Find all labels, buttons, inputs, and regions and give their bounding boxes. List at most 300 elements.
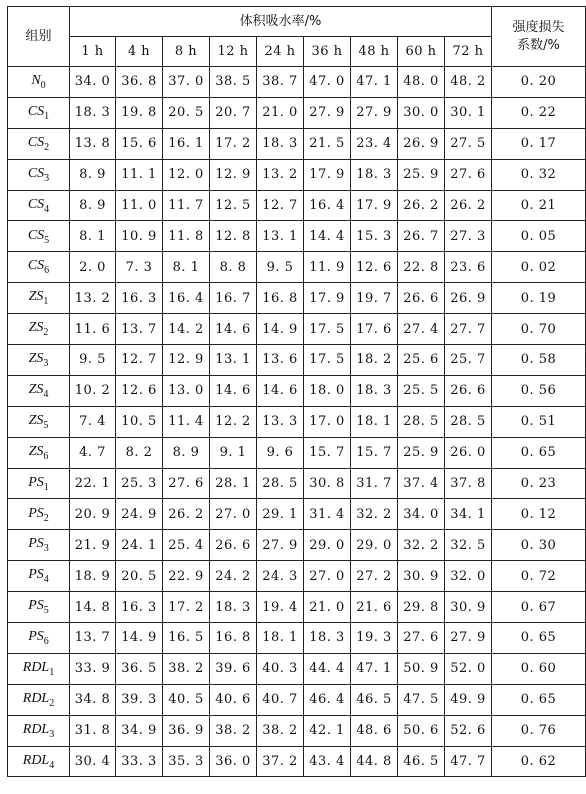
group-subscript: 6 <box>44 265 50 277</box>
group-cell <box>8 159 70 190</box>
absorption-value-cell: 10. 2 <box>70 375 116 406</box>
absorption-value-cell: 14. 4 <box>304 221 351 252</box>
time-header-cell: 4 h <box>116 37 163 67</box>
absorption-value-cell: 13. 1 <box>257 221 304 252</box>
loss-value-cell: 0. 21 <box>492 190 586 221</box>
group-subscript: 2 <box>43 512 49 524</box>
absorption-value-cell: 13. 7 <box>70 623 116 654</box>
absorption-value-cell: 10. 9 <box>116 221 163 252</box>
absorption-value-cell: 21. 0 <box>257 97 304 128</box>
absorption-value-cell: 12. 2 <box>210 406 257 437</box>
absorption-value-cell: 21. 6 <box>351 592 398 623</box>
table-row <box>8 437 586 468</box>
absorption-value-cell: 22. 9 <box>163 561 210 592</box>
absorption-value-cell: 18. 3 <box>70 97 116 128</box>
group-subscript: 1 <box>43 296 49 308</box>
loss-value-cell: 0. 12 <box>492 499 586 530</box>
absorption-value-cell: 12. 7 <box>116 345 163 376</box>
loss-value-cell: 0. 65 <box>492 684 586 715</box>
group-name: CS <box>27 165 45 181</box>
absorption-value-cell: 38. 2 <box>163 653 210 684</box>
absorption-value-cell: 25. 9 <box>398 437 445 468</box>
table-row <box>8 653 586 684</box>
group-name: N <box>31 73 41 89</box>
absorption-value-cell: 18. 3 <box>304 623 351 654</box>
absorption-value-cell: 19. 3 <box>351 623 398 654</box>
absorption-value-cell: 23. 4 <box>351 128 398 159</box>
loss-value-cell: 0. 17 <box>492 128 586 159</box>
absorption-value-cell: 32. 0 <box>445 561 492 592</box>
absorption-value-cell: 28. 5 <box>398 406 445 437</box>
absorption-value-cell: 23. 6 <box>445 252 492 283</box>
absorption-value-cell: 17. 2 <box>210 128 257 159</box>
loss-value-cell: 0. 51 <box>492 406 586 437</box>
group-cell <box>8 623 70 654</box>
absorption-value-cell: 27. 6 <box>163 468 210 499</box>
loss-value-cell: 0. 23 <box>492 468 586 499</box>
group-cell <box>8 190 70 221</box>
absorption-value-cell: 37. 0 <box>163 67 210 98</box>
group-name: PS <box>28 598 44 614</box>
absorption-value-cell: 13. 6 <box>257 345 304 376</box>
group-name: CS <box>27 103 45 119</box>
loss-value-cell: 0. 76 <box>492 715 586 746</box>
absorption-value-cell: 16. 5 <box>163 623 210 654</box>
group-subscript: 6 <box>43 450 49 462</box>
absorption-value-cell: 15. 3 <box>351 221 398 252</box>
absorption-value-cell: 34. 9 <box>116 715 163 746</box>
absorption-value-cell: 32. 2 <box>398 530 445 561</box>
absorption-value-cell: 29. 0 <box>351 530 398 561</box>
time-header-cell: 8 h <box>163 37 210 67</box>
absorption-value-cell: 27. 6 <box>445 159 492 190</box>
absorption-value-cell: 13. 3 <box>257 406 304 437</box>
absorption-value-cell: 9. 6 <box>257 437 304 468</box>
time-header-cell: 12 h <box>210 37 257 67</box>
table-row <box>8 623 586 654</box>
absorption-value-cell: 14. 8 <box>70 592 116 623</box>
group-subscript: 3 <box>43 357 49 369</box>
group-subscript: 5 <box>43 419 49 431</box>
group-header: 组别 <box>8 7 70 67</box>
group-name: PS <box>28 474 44 490</box>
absorption-value-cell: 12. 9 <box>210 159 257 190</box>
group-subscript: 5 <box>44 234 50 246</box>
absorption-value-cell: 18. 1 <box>351 406 398 437</box>
absorption-value-cell: 26. 2 <box>163 499 210 530</box>
absorption-header: 体积吸水率/% <box>70 7 492 37</box>
absorption-value-cell: 43. 4 <box>304 746 351 777</box>
water-absorption-table <box>7 6 586 777</box>
absorption-value-cell: 21. 0 <box>304 592 351 623</box>
group-cell <box>8 530 70 561</box>
loss-value-cell: 0. 65 <box>492 437 586 468</box>
absorption-value-cell: 11. 8 <box>163 221 210 252</box>
absorption-value-cell: 15. 6 <box>116 128 163 159</box>
absorption-value-cell: 11. 0 <box>116 190 163 221</box>
absorption-value-cell: 17. 0 <box>304 406 351 437</box>
absorption-value-cell: 52. 0 <box>445 653 492 684</box>
group-cell <box>8 67 70 98</box>
group-cell <box>8 437 70 468</box>
loss-value-cell: 0. 02 <box>492 252 586 283</box>
absorption-value-cell: 24. 9 <box>116 499 163 530</box>
absorption-value-cell: 44. 4 <box>304 653 351 684</box>
absorption-value-cell: 18. 2 <box>351 345 398 376</box>
absorption-value-cell: 27. 5 <box>445 128 492 159</box>
absorption-value-cell: 16. 4 <box>163 283 210 314</box>
absorption-value-cell: 27. 9 <box>445 623 492 654</box>
absorption-value-cell: 46. 4 <box>304 684 351 715</box>
group-subscript: 2 <box>44 141 50 153</box>
group-subscript: 1 <box>49 666 55 678</box>
time-header-cell: 1 h <box>70 37 116 67</box>
absorption-value-cell: 36. 0 <box>210 746 257 777</box>
absorption-value-cell: 25. 9 <box>398 159 445 190</box>
absorption-value-cell: 29. 1 <box>257 499 304 530</box>
absorption-value-cell: 30. 9 <box>398 561 445 592</box>
absorption-value-cell: 31. 7 <box>351 468 398 499</box>
absorption-value-cell: 21. 9 <box>70 530 116 561</box>
absorption-value-cell: 8. 1 <box>163 252 210 283</box>
loss-value-cell: 0. 67 <box>492 592 586 623</box>
absorption-value-cell: 16. 3 <box>116 592 163 623</box>
absorption-value-cell: 27. 2 <box>351 561 398 592</box>
absorption-value-cell: 8. 9 <box>70 159 116 190</box>
group-subscript: 1 <box>43 481 49 493</box>
time-header-cell: 60 h <box>398 37 445 67</box>
absorption-value-cell: 20. 5 <box>116 561 163 592</box>
absorption-value-cell: 13. 2 <box>70 283 116 314</box>
group-cell <box>8 406 70 437</box>
group-cell <box>8 314 70 345</box>
group-cell <box>8 499 70 530</box>
absorption-value-cell: 32. 2 <box>351 499 398 530</box>
group-subscript: 4 <box>49 759 55 771</box>
absorption-value-cell: 8. 8 <box>210 252 257 283</box>
absorption-value-cell: 14. 6 <box>210 375 257 406</box>
absorption-value-cell: 7. 4 <box>70 406 116 437</box>
absorption-value-cell: 17. 9 <box>351 190 398 221</box>
absorption-value-cell: 37. 2 <box>257 746 304 777</box>
absorption-value-cell: 4. 7 <box>70 437 116 468</box>
absorption-value-cell: 27. 6 <box>398 623 445 654</box>
table-row <box>8 67 586 98</box>
absorption-value-cell: 16. 8 <box>210 623 257 654</box>
group-name: ZS <box>28 320 44 336</box>
absorption-value-cell: 33. 3 <box>116 746 163 777</box>
absorption-value-cell: 19. 8 <box>116 97 163 128</box>
absorption-value-cell: 8. 2 <box>116 437 163 468</box>
absorption-value-cell: 32. 5 <box>445 530 492 561</box>
absorption-value-cell: 26. 6 <box>210 530 257 561</box>
absorption-value-cell: 14. 9 <box>257 314 304 345</box>
absorption-value-cell: 22. 8 <box>398 252 445 283</box>
absorption-value-cell: 13. 0 <box>163 375 210 406</box>
absorption-value-cell: 26. 6 <box>398 283 445 314</box>
absorption-value-cell: 48. 2 <box>445 67 492 98</box>
loss-value-cell: 0. 58 <box>492 345 586 376</box>
absorption-value-cell: 7. 3 <box>116 252 163 283</box>
loss-value-cell: 0. 60 <box>492 653 586 684</box>
absorption-value-cell: 46. 5 <box>351 684 398 715</box>
absorption-value-cell: 15. 7 <box>304 437 351 468</box>
group-name: CS <box>27 134 45 150</box>
absorption-value-cell: 50. 9 <box>398 653 445 684</box>
absorption-value-cell: 12. 5 <box>210 190 257 221</box>
absorption-value-cell: 14. 2 <box>163 314 210 345</box>
table-row <box>8 283 586 314</box>
absorption-value-cell: 20. 7 <box>210 97 257 128</box>
group-subscript: 2 <box>43 326 49 338</box>
absorption-value-cell: 27. 4 <box>398 314 445 345</box>
absorption-value-cell: 17. 5 <box>304 345 351 376</box>
absorption-value-cell: 16. 4 <box>304 190 351 221</box>
absorption-value-cell: 38. 2 <box>210 715 257 746</box>
absorption-value-cell: 40. 5 <box>163 684 210 715</box>
absorption-value-cell: 30. 0 <box>398 97 445 128</box>
table-row <box>8 406 586 437</box>
absorption-value-cell: 13. 8 <box>70 128 116 159</box>
group-subscript: 0 <box>40 79 46 91</box>
absorption-value-cell: 24. 2 <box>210 561 257 592</box>
absorption-value-cell: 26. 9 <box>398 128 445 159</box>
absorption-value-cell: 13. 1 <box>210 345 257 376</box>
absorption-value-cell: 18. 1 <box>257 623 304 654</box>
group-name: ZS <box>28 381 44 397</box>
table-row <box>8 684 586 715</box>
absorption-value-cell: 12. 8 <box>210 221 257 252</box>
absorption-value-cell: 36. 8 <box>116 67 163 98</box>
absorption-value-cell: 14. 6 <box>210 314 257 345</box>
group-name: PS <box>28 505 44 521</box>
absorption-value-cell: 30. 8 <box>304 468 351 499</box>
absorption-value-cell: 12. 9 <box>163 345 210 376</box>
absorption-value-cell: 27. 9 <box>351 97 398 128</box>
loss-value-cell: 0. 32 <box>492 159 586 190</box>
absorption-value-cell: 18. 3 <box>351 375 398 406</box>
group-cell <box>8 715 70 746</box>
absorption-value-cell: 49. 9 <box>445 684 492 715</box>
absorption-value-cell: 12. 6 <box>116 375 163 406</box>
group-cell <box>8 221 70 252</box>
absorption-value-cell: 30. 1 <box>445 97 492 128</box>
absorption-value-cell: 11. 1 <box>116 159 163 190</box>
absorption-value-cell: 12. 6 <box>351 252 398 283</box>
absorption-value-cell: 34. 1 <box>445 499 492 530</box>
group-name: CS <box>27 258 45 274</box>
group-cell <box>8 283 70 314</box>
time-header-cell: 24 h <box>257 37 304 67</box>
absorption-value-cell: 11. 9 <box>304 252 351 283</box>
group-subscript: 4 <box>43 574 49 586</box>
group-name: PS <box>28 567 44 583</box>
group-name: CS <box>27 227 45 243</box>
absorption-value-cell: 36. 5 <box>116 653 163 684</box>
group-name: PS <box>28 536 44 552</box>
absorption-value-cell: 11. 6 <box>70 314 116 345</box>
absorption-value-cell: 38. 5 <box>210 67 257 98</box>
table-row <box>8 468 586 499</box>
group-name: PS <box>28 629 44 645</box>
table-body <box>8 67 586 777</box>
absorption-value-cell: 34. 0 <box>398 499 445 530</box>
absorption-value-cell: 17. 2 <box>163 592 210 623</box>
absorption-value-cell: 14. 9 <box>116 623 163 654</box>
loss-header-line2: 系数/% <box>517 37 560 53</box>
table-row <box>8 221 586 252</box>
loss-value-cell: 0. 20 <box>492 67 586 98</box>
table-row <box>8 746 586 777</box>
absorption-value-cell: 16. 3 <box>116 283 163 314</box>
table-row <box>8 128 586 159</box>
table-row <box>8 159 586 190</box>
absorption-value-cell: 24. 1 <box>116 530 163 561</box>
group-name: ZS <box>28 351 44 367</box>
loss-header-line1: 强度损失 <box>512 19 565 35</box>
group-subscript: 3 <box>43 543 49 555</box>
absorption-value-cell: 47. 1 <box>351 653 398 684</box>
group-name: CS <box>27 196 45 212</box>
absorption-value-cell: 25. 5 <box>398 375 445 406</box>
absorption-value-cell: 15. 7 <box>351 437 398 468</box>
group-cell <box>8 252 70 283</box>
loss-value-cell: 0. 70 <box>492 314 586 345</box>
time-header-cell: 36 h <box>304 37 351 67</box>
absorption-value-cell: 8. 9 <box>70 190 116 221</box>
absorption-value-cell: 39. 3 <box>116 684 163 715</box>
absorption-value-cell: 31. 4 <box>304 499 351 530</box>
absorption-value-cell: 29. 0 <box>304 530 351 561</box>
absorption-value-cell: 28. 5 <box>257 468 304 499</box>
absorption-value-cell: 18. 9 <box>70 561 116 592</box>
absorption-value-cell: 40. 7 <box>257 684 304 715</box>
group-cell <box>8 561 70 592</box>
table-row <box>8 499 586 530</box>
absorption-value-cell: 40. 6 <box>210 684 257 715</box>
table-row <box>8 530 586 561</box>
absorption-value-cell: 27. 9 <box>304 97 351 128</box>
group-name: ZS <box>28 289 44 305</box>
absorption-value-cell: 2. 0 <box>70 252 116 283</box>
group-subscript: 2 <box>49 697 55 709</box>
absorption-value-cell: 39. 6 <box>210 653 257 684</box>
absorption-value-cell: 42. 1 <box>304 715 351 746</box>
absorption-value-cell: 18. 3 <box>351 159 398 190</box>
absorption-value-cell: 37. 8 <box>445 468 492 499</box>
loss-value-cell: 0. 05 <box>492 221 586 252</box>
absorption-value-cell: 35. 3 <box>163 746 210 777</box>
absorption-value-cell: 9. 1 <box>210 437 257 468</box>
group-cell <box>8 345 70 376</box>
group-subscript: 4 <box>44 203 50 215</box>
absorption-value-cell: 24. 3 <box>257 561 304 592</box>
absorption-value-cell: 31. 8 <box>70 715 116 746</box>
absorption-value-cell: 28. 5 <box>445 406 492 437</box>
loss-value-cell: 0. 62 <box>492 746 586 777</box>
absorption-value-cell: 37. 4 <box>398 468 445 499</box>
absorption-value-cell: 25. 7 <box>445 345 492 376</box>
group-name: RDL <box>22 659 50 675</box>
absorption-value-cell: 10. 5 <box>116 406 163 437</box>
loss-header <box>492 7 586 67</box>
absorption-value-cell: 44. 8 <box>351 746 398 777</box>
group-cell <box>8 128 70 159</box>
time-header-cell: 72 h <box>445 37 492 67</box>
group-name: RDL <box>22 752 50 768</box>
absorption-value-cell: 16. 7 <box>210 283 257 314</box>
loss-value-cell: 0. 30 <box>492 530 586 561</box>
absorption-value-cell: 27. 3 <box>445 221 492 252</box>
absorption-value-cell: 27. 7 <box>445 314 492 345</box>
loss-value-cell: 0. 22 <box>492 97 586 128</box>
absorption-value-cell: 25. 6 <box>398 345 445 376</box>
absorption-value-cell: 19. 4 <box>257 592 304 623</box>
absorption-value-cell: 11. 7 <box>163 190 210 221</box>
absorption-value-cell: 34. 0 <box>70 67 116 98</box>
absorption-value-cell: 12. 0 <box>163 159 210 190</box>
absorption-value-cell: 48. 6 <box>351 715 398 746</box>
group-name: RDL <box>22 690 50 706</box>
absorption-value-cell: 9. 5 <box>70 345 116 376</box>
absorption-value-cell: 12. 7 <box>257 190 304 221</box>
time-header-cell: 48 h <box>351 37 398 67</box>
absorption-value-cell: 18. 3 <box>210 592 257 623</box>
absorption-value-cell: 8. 1 <box>70 221 116 252</box>
group-name: ZS <box>28 443 44 459</box>
absorption-value-cell: 26. 6 <box>445 375 492 406</box>
absorption-value-cell: 27. 0 <box>210 499 257 530</box>
absorption-value-cell: 14. 6 <box>257 375 304 406</box>
absorption-value-cell: 38. 2 <box>257 715 304 746</box>
group-cell <box>8 468 70 499</box>
absorption-value-cell: 48. 0 <box>398 67 445 98</box>
absorption-value-cell: 18. 0 <box>304 375 351 406</box>
absorption-value-cell: 27. 0 <box>304 561 351 592</box>
absorption-value-cell: 26. 2 <box>398 190 445 221</box>
absorption-value-cell: 47. 7 <box>445 746 492 777</box>
absorption-value-cell: 17. 9 <box>304 283 351 314</box>
absorption-value-cell: 13. 2 <box>257 159 304 190</box>
absorption-value-cell: 30. 4 <box>70 746 116 777</box>
group-cell <box>8 746 70 777</box>
table-row <box>8 375 586 406</box>
group-cell <box>8 653 70 684</box>
absorption-value-cell: 8. 9 <box>163 437 210 468</box>
absorption-value-cell: 11. 4 <box>163 406 210 437</box>
group-cell <box>8 97 70 128</box>
absorption-value-cell: 50. 6 <box>398 715 445 746</box>
group-name: RDL <box>22 721 50 737</box>
group-subscript: 5 <box>43 604 49 616</box>
group-subscript: 3 <box>49 728 55 740</box>
absorption-value-cell: 22. 1 <box>70 468 116 499</box>
loss-value-cell: 0. 72 <box>492 561 586 592</box>
absorption-value-cell: 13. 7 <box>116 314 163 345</box>
absorption-value-cell: 9. 5 <box>257 252 304 283</box>
absorption-value-cell: 25. 3 <box>116 468 163 499</box>
absorption-value-cell: 33. 9 <box>70 653 116 684</box>
table-row <box>8 592 586 623</box>
absorption-value-cell: 27. 9 <box>257 530 304 561</box>
group-subscript: 4 <box>43 388 49 400</box>
absorption-value-cell: 17. 9 <box>304 159 351 190</box>
group-name: ZS <box>28 412 44 428</box>
group-subscript: 1 <box>44 110 50 122</box>
loss-value-cell: 0. 56 <box>492 375 586 406</box>
group-subscript: 6 <box>43 635 49 647</box>
group-cell <box>8 375 70 406</box>
